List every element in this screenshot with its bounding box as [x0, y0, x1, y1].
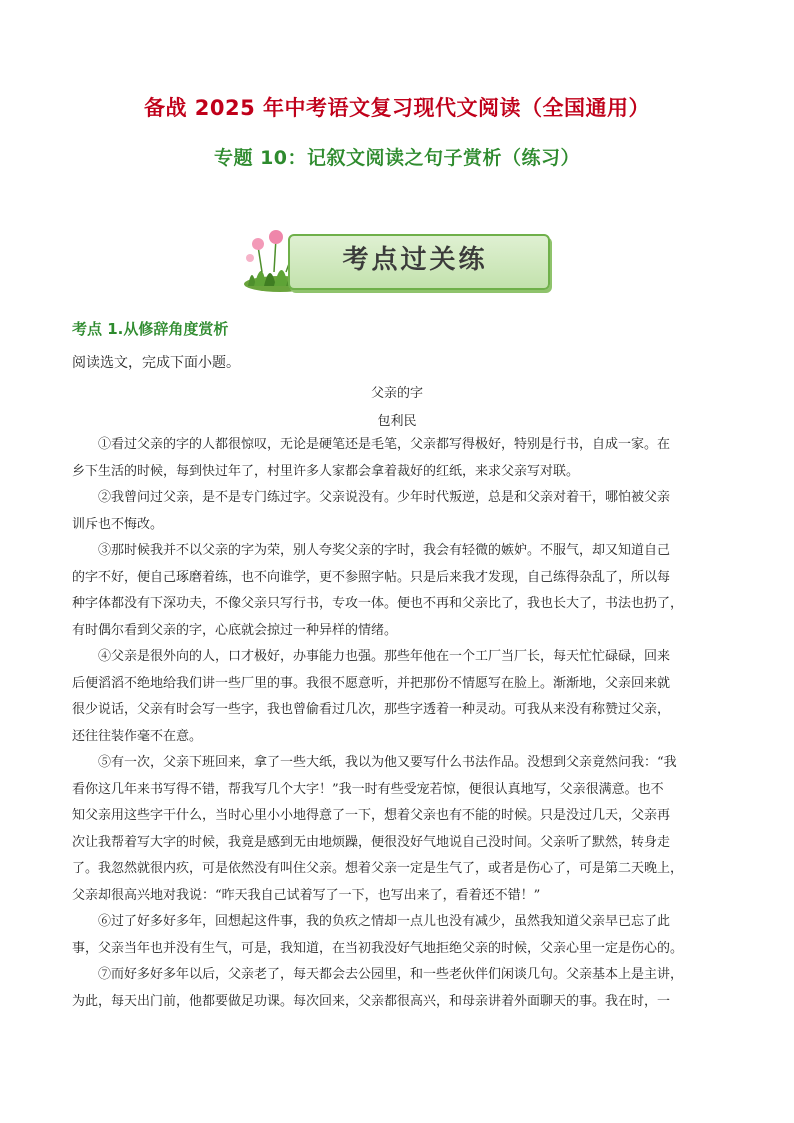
article-line: 有时偶尔看到父亲的字，心底就会掠过一种异样的情绪。 [72, 622, 398, 638]
page-subtitle: 专题 10：记叙文阅读之句子赏析（练习） [213, 147, 581, 169]
article-line: 看你这几年来书写得不错，帮我写几个大字！”我一时有些受宠若惊，便很认真地写，父亲很满意。也不 [72, 781, 664, 797]
section-heading: 考点 1.从修辞角度赏析 [72, 320, 229, 338]
article-line: 了。我忽然就很内疚，可是依然没有叫住父亲。想着父亲一定是生气了，或者是伤心了，可是第二天晚上， [72, 861, 684, 876]
article-line: ④父亲是很外向的人，口才极好，办事能力也强。那些年他在一个工厂当厂长，每天忙忙碌碌，回来 [98, 649, 671, 664]
article-body [72, 432, 724, 1015]
article-line: 次让我帮着写大字的时候，我竟是感到无由地烦躁，便很没好气地说自己没时间。父亲听了默然，转身走 [72, 834, 671, 850]
article-line: ⑦而好多好多年以后，父亲老了，每天都会去公园里，和一些老伙伴们闲谈几句。父亲基本上是主讲， [98, 967, 684, 982]
article-title: 父亲的字 [370, 386, 423, 401]
article-line: 乡下生活的时候，每到快过年了，村里许多人家都会拿着裁好的红纸，来求父亲写对联。 [72, 463, 580, 479]
reading-instruction: 阅读选文，完成下面小题。 [72, 355, 240, 371]
article-line: ⑥过了好多好多年，回想起这件事，我的负疚之情却一点儿也没有减少，虽然我知道父亲早已忘了此 [98, 914, 671, 929]
article-line: 很少说话，父亲有时会写一些字，我也曾偷看过几次，那些字透着一种灵动。可我从来没有称赞过父亲， [72, 702, 671, 717]
article-line: 训斥也不悔改。 [72, 516, 164, 532]
article-line: 事，父亲当年也并没有生气，可是，我知道，在当初我没好气地拒绝父亲的时候，父亲心里一定是伤心的。 [72, 940, 684, 956]
article-line: 种字体都没有下深功夫，不像父亲只写行书，专攻一体。便也不再和父亲比了，我也长大了，书法也扔了， [72, 596, 684, 611]
article-line: ②我曾问过父亲，是不是专门练过字。父亲说没有。少年时代叛逆，总是和父亲对着干，哪怕被父亲 [98, 490, 671, 505]
article-line: 还往往装作毫不在意。 [72, 728, 203, 744]
article-line: 父亲却很高兴地对我说：“昨天我自己试着写了一下，也写出来了，看着还不错！” [72, 887, 541, 903]
article-line: 为此，每天出门前，他都要做足功课。每次回来，父亲都很高兴，和母亲讲着外面聊天的事。我在时，一 [72, 993, 671, 1009]
section-banner [242, 228, 550, 292]
article-line: 知父亲用这些字干什么，当时心里小小地得意了一下，想着父亲也有不能的时候。只是没过几天，父亲再 [72, 808, 671, 823]
article-line: ⑤有一次，父亲下班回来，拿了一些大纸，我以为他又要写什么书法作品。没想到父亲竟然问我：“我 [98, 755, 677, 770]
article-line: 后便滔滔不绝地给我们讲一些厂里的事。我很不愿意听，并把那份不情愿写在脸上。渐渐地，父亲回来就 [72, 675, 671, 691]
article-line: 的字不好，便自己琢磨着练，也不向谁学，更不参照字帖。只是后来我才发现，自己练得杂乱了，所以每 [72, 569, 671, 585]
article-line: ③那时候我并不以父亲的字为荣，别人夸奖父亲的字时，我会有轻微的嫉妒。不服气，却又知道自己 [98, 543, 671, 558]
article-line: ①看过父亲的字的人都很惊叹，无论是硬笔还是毛笔，父亲都写得极好，特别是行书，自成一家。在 [98, 437, 671, 452]
page-title: 备战 2025 年中考语文复习现代文阅读（全国通用） [143, 96, 651, 120]
article-author: 包利民 [377, 414, 417, 429]
banner-label: 考点过关练 [342, 245, 488, 275]
